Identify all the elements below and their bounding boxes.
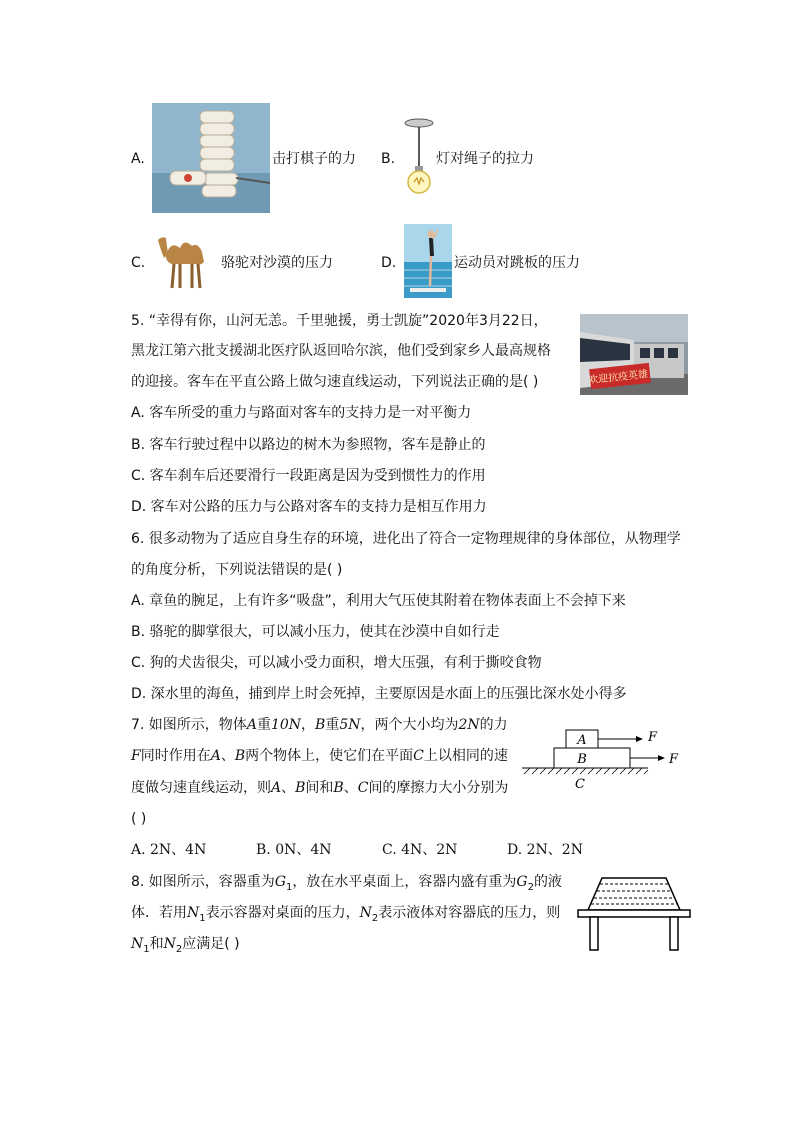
block-b — [554, 748, 630, 768]
q5-option-a: A. 客车所受的重力与路面对客车的支持力是一对平衡力 — [131, 405, 472, 421]
option-c-letter: C. — [131, 255, 146, 271]
block-a-label: A — [577, 733, 587, 748]
q6-option-a: A. 章鱼的腕足，上有许多“吸盘”，利用大气压使其附着在物体表面上不会掉下来 — [131, 593, 626, 609]
q7-option-c: C. 4N、2N — [382, 842, 458, 858]
camel-image — [152, 228, 218, 292]
option-a-letter: A. — [131, 151, 145, 167]
q8-stem-line3: $N_1$和$N_2$应满足( ) — [131, 936, 240, 955]
force-label-2: F — [669, 752, 679, 767]
hanging-lamp-image — [402, 118, 436, 198]
q7-stem-line4: ( ) — [131, 811, 147, 827]
q7-option-a: A. 2N、4N — [131, 842, 207, 858]
block-b-label: B — [577, 752, 587, 767]
q8-stem-line1: 8. 如图所示，容器重为$G_1$，放在水平桌面上，容器内盛有重为$G_2$的液 — [131, 874, 562, 893]
q8-stem-line2: 体．若用$N_1$表示容器对桌面的压力，$N_2$表示液体对容器底的压力，则 — [131, 905, 561, 924]
option-b-text: 灯对绳子的拉力 — [436, 151, 534, 167]
option-d-text: 运动员对跳板的压力 — [454, 255, 580, 271]
q5-stem-line3: 的迎接。客车在平直公路上做匀速直线运动，下列说法正确的是( ) — [131, 374, 539, 390]
q6-stem-line2: 的角度分析，下列说法错误的是( ) — [131, 562, 343, 578]
q5-option-b: B. 客车行驶过程中以路边的树木为参照物，客车是静止的 — [131, 437, 486, 453]
q5-stem-line1: 5. “幸得有你，山河无恙。千里驰援，勇士凯旋”2020年3月22日， — [131, 313, 548, 329]
chess-pieces-image — [152, 103, 270, 213]
container — [588, 878, 680, 910]
q5-stem-line2: 黑龙江第六批支援湖北医疗队返回哈尔滨，他们受到家乡人最高规格 — [131, 343, 551, 359]
container-on-table-diagram — [576, 874, 692, 954]
q6-option-d: D. 深水里的海鱼，捕到岸上时会死掉，主要原因是水面上的压强比深水处小得多 — [131, 686, 627, 702]
bus-welcome-image — [580, 314, 688, 395]
q7-stem-line1: 7. 如图所示，物体A重10N，B重5N，两个大小均为2N的力 — [131, 717, 508, 733]
q7-option-b: B. 0N、4N — [256, 842, 332, 858]
q7-stem-line3: 度做匀速直线运动，则A、B间和B、C间的摩擦力大小分别为 — [131, 780, 509, 796]
option-d-letter: D. — [381, 255, 397, 271]
force-label-1: F — [648, 730, 658, 745]
bus-banner-text: 欢迎抗疫英雄 — [587, 369, 649, 387]
ground-hatch — [524, 768, 648, 774]
table-top — [578, 910, 690, 917]
q5-option-d: D. 客车对公路的压力与公路对客车的支持力是相互作用力 — [131, 499, 487, 515]
option-a-text: 击打棋子的力 — [272, 151, 356, 167]
q5-option-c: C. 客车刹车后还要滑行一段距离是因为受到惯性力的作用 — [131, 468, 486, 484]
q7-option-d: D. 2N、2N — [507, 842, 583, 858]
q6-option-c: C. 狗的犬齿很尖，可以减小受力面积，增大压强，有利于撕咬食物 — [131, 655, 542, 671]
option-c-text: 骆驼对沙漠的压力 — [221, 255, 333, 271]
table-leg-left — [590, 917, 598, 950]
plane-c-label: C — [575, 777, 585, 792]
blocks-diagram — [518, 726, 684, 794]
diver-image — [404, 224, 452, 298]
table-leg-right — [670, 917, 678, 950]
q6-option-b: B. 骆驼的脚掌很大，可以减小压力，使其在沙漠中自如行走 — [131, 624, 500, 640]
q6-stem-line1: 6. 很多动物为了适应自身生存的环境，进化出了符合一定物理规律的身体部位，从物理学 — [131, 531, 681, 547]
option-b-letter: B. — [381, 151, 396, 167]
q7-stem-line2: F同时作用在A、B两个物体上，使它们在平面C上以相同的速 — [131, 748, 508, 764]
